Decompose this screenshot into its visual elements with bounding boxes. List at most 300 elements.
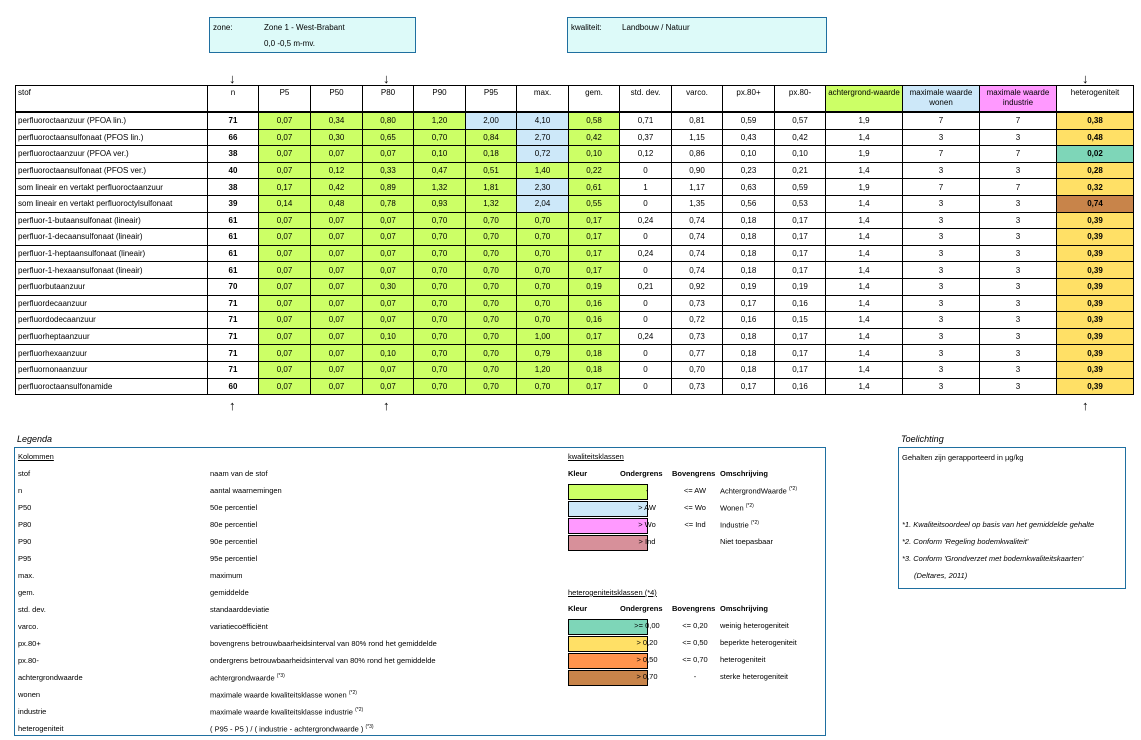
cell-p95: 0,70 [466, 328, 517, 345]
cell-p5: 0,07 [259, 162, 311, 179]
table-header-row [16, 86, 1134, 113]
cell-gem: 0,17 [569, 245, 620, 262]
legend-desc [210, 520, 257, 529]
cell-gem: 0,18 [569, 345, 620, 362]
cell-p50: 0,07 [311, 278, 363, 295]
cell-px80p: 0,18 [723, 229, 775, 246]
cell-aw: 1,4 [826, 229, 903, 246]
footnote-marker: (*3) [365, 724, 374, 730]
cell-n: 70 [208, 278, 259, 295]
table-row [16, 195, 1134, 212]
cell-p95: 0,84 [466, 129, 517, 146]
cell-stof: som lineair en vertakt perfluoroctaanzuur [16, 179, 208, 196]
cell-p95: 0,70 [466, 245, 517, 262]
cell-wonen: 7 [903, 112, 980, 129]
cell-stof: perfluor-1-butaansulfonaat (lineair) [16, 212, 208, 229]
cell-px80p: 0,18 [723, 361, 775, 378]
cell-aw: 1,4 [826, 162, 903, 179]
cell-industrie: 3 [980, 295, 1057, 312]
cell-px80m: 0,53 [775, 195, 826, 212]
cell-p5: 0,07 [259, 295, 311, 312]
cell-px80m: 0,17 [775, 361, 826, 378]
cell-p90: 0,70 [414, 312, 466, 329]
table-row [16, 345, 1134, 362]
cell-p50: 0,12 [311, 162, 363, 179]
cell-wonen: 3 [903, 312, 980, 329]
legend-desc [210, 690, 357, 700]
legend-key: P90 [18, 537, 32, 546]
class-onder: >= 0,00 [634, 621, 660, 630]
cell-p95: 0,70 [466, 378, 517, 395]
cell-industrie: 3 [980, 345, 1057, 362]
cell-std: 1 [620, 179, 672, 196]
cell-het: 0,39 [1057, 278, 1134, 295]
cell-px80m: 0,19 [775, 278, 826, 295]
cell-p80: 0,10 [363, 328, 414, 345]
cell-aw: 1,9 [826, 179, 903, 196]
cell-p5: 0,07 [259, 262, 311, 279]
cell-px80m: 0,17 [775, 229, 826, 246]
cell-het: 0,39 [1057, 345, 1134, 362]
cell-p5: 0,07 [259, 146, 311, 163]
cell-p90: 0,70 [414, 229, 466, 246]
legend-desc-text: ondergrens betrouwbaarheidsinterval van 80% rond het gemiddelde [210, 656, 436, 665]
cell-stof: perfluor-1-hexaansulfonaat (lineair) [16, 262, 208, 279]
cell-varco: 0,74 [672, 212, 723, 229]
legend-key: gem. [18, 588, 35, 597]
cell-p95: 1,81 [466, 179, 517, 196]
cell-wonen: 3 [903, 129, 980, 146]
footnote-marker: (*2) [788, 486, 797, 492]
legend-desc-text: 95e percentiel [210, 554, 258, 563]
cell-std: 0,37 [620, 129, 672, 146]
cell-p5: 0,07 [259, 212, 311, 229]
cell-stof: perfluoroctaanzuur (PFOA ver.) [16, 146, 208, 163]
cell-varco: 0,74 [672, 229, 723, 246]
cell-px80p: 0,19 [723, 278, 775, 295]
cell-p90: 0,70 [414, 245, 466, 262]
cell-p95: 0,70 [466, 361, 517, 378]
cell-wonen: 3 [903, 278, 980, 295]
cell-p90: 1,32 [414, 179, 466, 196]
cell-aw: 1,9 [826, 112, 903, 129]
cell-n: 40 [208, 162, 259, 179]
quality-label: kwaliteit: [571, 23, 602, 32]
legend-key: varco. [18, 622, 39, 631]
cell-industrie: 7 [980, 112, 1057, 129]
cell-px80m: 0,16 [775, 378, 826, 395]
cell-p5: 0,14 [259, 195, 311, 212]
class-boven: <= Ind [684, 520, 706, 529]
cell-varco: 0,74 [672, 245, 723, 262]
legend-desc [210, 554, 257, 563]
cell-aw: 1,4 [826, 195, 903, 212]
cell-n: 61 [208, 212, 259, 229]
cell-px80p: 0,56 [723, 195, 775, 212]
cell-max: 0,70 [517, 229, 569, 246]
cell-px80p: 0,16 [723, 312, 775, 329]
cell-stof: perfluornonaanzuur [16, 361, 208, 378]
cell-industrie: 3 [980, 129, 1057, 146]
cell-het: 0,39 [1057, 212, 1134, 229]
table-row [16, 162, 1134, 179]
cell-varco: 1,15 [672, 129, 723, 146]
cell-gem: 0,61 [569, 179, 620, 196]
class-omschrijving [720, 486, 797, 496]
cell-px80m: 0,17 [775, 262, 826, 279]
legend-desc [210, 622, 268, 631]
cell-n: 71 [208, 112, 259, 129]
cell-industrie: 7 [980, 146, 1057, 163]
cell-gem: 0,17 [569, 328, 620, 345]
cell-max: 0,70 [517, 378, 569, 395]
cell-wonen: 3 [903, 328, 980, 345]
header-p90: P90 [414, 86, 466, 113]
cell-wonen: 3 [903, 295, 980, 312]
cell-p80: 0,07 [363, 146, 414, 163]
class-omschrijving-text: Niet toepasbaar [720, 537, 773, 546]
cell-p90: 0,70 [414, 262, 466, 279]
cell-aw: 1,4 [826, 262, 903, 279]
cell-n: 71 [208, 345, 259, 362]
up-arrow-icon: ↑ [229, 398, 236, 413]
cell-industrie: 3 [980, 195, 1057, 212]
cell-px80p: 0,17 [723, 378, 775, 395]
hk-header-omschrijving: Omschrijving [720, 604, 768, 613]
statistics-table [15, 85, 1134, 395]
cell-p80: 0,07 [363, 378, 414, 395]
cell-wonen: 7 [903, 179, 980, 196]
cell-p90: 0,47 [414, 162, 466, 179]
class-omschrijving [720, 520, 759, 530]
cell-p95: 0,70 [466, 295, 517, 312]
legend-desc [210, 503, 257, 512]
cell-varco: 0,81 [672, 112, 723, 129]
cell-wonen: 3 [903, 361, 980, 378]
legend-desc-text: standaarddeviatie [210, 605, 270, 614]
cell-p5: 0,07 [259, 112, 311, 129]
cell-p50: 0,07 [311, 312, 363, 329]
kk-header-bovengrens: Bovengrens [672, 469, 716, 478]
cell-max: 0,70 [517, 312, 569, 329]
table-row [16, 328, 1134, 345]
cell-varco: 0,92 [672, 278, 723, 295]
table-row [16, 112, 1134, 129]
cell-industrie: 3 [980, 361, 1057, 378]
hk-header-bovengrens: Bovengrens [672, 604, 716, 613]
cell-n: 66 [208, 129, 259, 146]
cell-p80: 0,33 [363, 162, 414, 179]
table-row [16, 312, 1134, 329]
legend-title: Legenda [17, 434, 53, 444]
hk-header-kleur: Kleur [568, 604, 588, 613]
cell-p50: 0,07 [311, 229, 363, 246]
cell-n: 61 [208, 245, 259, 262]
cell-p90: 0,70 [414, 345, 466, 362]
cell-stof: perfluorbutaanzuur [16, 278, 208, 295]
cell-px80m: 0,17 [775, 345, 826, 362]
cell-p80: 0,07 [363, 245, 414, 262]
cell-het: 0,02 [1057, 146, 1134, 163]
cell-px80m: 0,57 [775, 112, 826, 129]
class-boven: - [693, 672, 697, 681]
cell-px80p: 0,18 [723, 345, 775, 362]
cell-p80: 0,07 [363, 361, 414, 378]
table-row [16, 245, 1134, 262]
cell-n: 61 [208, 262, 259, 279]
legend-key: px.80+ [18, 639, 41, 648]
legend-desc-text: bovengrens betrouwbaarheidsinterval van 80% rond het gemiddelde [210, 639, 437, 648]
header-px80min: px.80- [775, 86, 826, 113]
table-row [16, 229, 1134, 246]
cell-std: 0 [620, 361, 672, 378]
cell-std: 0 [620, 345, 672, 362]
cell-aw: 1,4 [826, 295, 903, 312]
cell-aw: 1,4 [826, 328, 903, 345]
cell-stof: perfluorhexaanzuur [16, 345, 208, 362]
cell-p90: 0,70 [414, 212, 466, 229]
cell-het: 0,39 [1057, 262, 1134, 279]
cell-px80m: 0,17 [775, 245, 826, 262]
legend-desc [210, 605, 269, 614]
cell-wonen: 3 [903, 245, 980, 262]
cell-gem: 0,18 [569, 361, 620, 378]
hk-header-ondergrens: Ondergrens [620, 604, 663, 613]
toelichting-note-3b: (Deltares, 2011) [914, 571, 968, 580]
cell-max: 0,79 [517, 345, 569, 362]
cell-std: 0 [620, 162, 672, 179]
heterogeniteitsklassen-title: heterogeniteitsklassen (*4) [568, 588, 657, 597]
cell-p50: 0,07 [311, 328, 363, 345]
legend-desc-text: ( P95 - P5 ) / ( industrie - achtergrondwaarde ) [210, 724, 364, 734]
cell-stof: som lineair en vertakt perfluoroctylsulfonaat [16, 195, 208, 212]
header-wonen: maximale waarde wonen [903, 86, 980, 113]
toelichting-box [898, 447, 1126, 589]
legend-key: industrie [18, 707, 47, 716]
class-omschrijving [720, 503, 754, 513]
cell-std: 0,71 [620, 112, 672, 129]
cell-gem: 0,17 [569, 378, 620, 395]
legend-key: stof [18, 469, 31, 478]
cell-max: 2,70 [517, 129, 569, 146]
down-arrow-icon: ↓ [383, 71, 390, 86]
cell-n: 60 [208, 378, 259, 395]
cell-stof: perfluoroctaansulfonaat (PFOS lin.) [16, 129, 208, 146]
cell-gem: 0,10 [569, 146, 620, 163]
cell-industrie: 3 [980, 312, 1057, 329]
cell-stof: perfluoroctaansulfonaat (PFOS ver.) [16, 162, 208, 179]
legend-key: std. dev. [18, 605, 46, 614]
legend-desc [210, 486, 282, 495]
cell-p5: 0,07 [259, 378, 311, 395]
cell-p50: 0,07 [311, 295, 363, 312]
table-row [16, 361, 1134, 378]
cell-p50: 0,07 [311, 262, 363, 279]
cell-n: 61 [208, 229, 259, 246]
legend-desc-text: gemiddelde [210, 588, 249, 597]
cell-p80: 0,89 [363, 179, 414, 196]
cell-n: 38 [208, 179, 259, 196]
cell-px80p: 0,23 [723, 162, 775, 179]
cell-p90: 0,70 [414, 328, 466, 345]
zone-label: zone: [213, 23, 233, 32]
cell-p50: 0,07 [311, 146, 363, 163]
cell-p95: 0,70 [466, 229, 517, 246]
cell-px80m: 0,10 [775, 146, 826, 163]
cell-gem: 0,16 [569, 295, 620, 312]
legend-desc-text: aantal waarnemingen [210, 486, 282, 495]
cell-wonen: 3 [903, 229, 980, 246]
header-heterogeniteit: heterogeniteit [1057, 86, 1134, 113]
table-body [16, 112, 1134, 395]
cell-gem: 0,19 [569, 278, 620, 295]
cell-wonen: 3 [903, 345, 980, 362]
cell-gem: 0,42 [569, 129, 620, 146]
header-gem: gem. [569, 86, 620, 113]
cell-aw: 1,4 [826, 245, 903, 262]
cell-p95: 0,70 [466, 345, 517, 362]
cell-p50: 0,07 [311, 378, 363, 395]
cell-het: 0,32 [1057, 179, 1134, 196]
class-omschrijving [720, 537, 773, 546]
cell-n: 71 [208, 312, 259, 329]
cell-het: 0,39 [1057, 312, 1134, 329]
cell-stof: perfluor-1-heptaansulfonaat (lineair) [16, 245, 208, 262]
cell-max: 0,72 [517, 146, 569, 163]
legend-desc [210, 673, 285, 683]
cell-std: 0,12 [620, 146, 672, 163]
cell-std: 0 [620, 312, 672, 329]
cell-p5: 0,07 [259, 229, 311, 246]
header-p5: P5 [259, 86, 311, 113]
footnote-marker: (*2) [355, 707, 364, 713]
cell-industrie: 3 [980, 229, 1057, 246]
cell-max: 1,00 [517, 328, 569, 345]
cell-px80p: 0,18 [723, 245, 775, 262]
cell-p5: 0,07 [259, 245, 311, 262]
legend-desc [210, 656, 436, 665]
legend-desc-text: variatiecoëfficiënt [210, 622, 268, 631]
cell-stof: perfluor-1-decaansulfonaat (lineair) [16, 229, 208, 246]
table-row [16, 262, 1134, 279]
toelichting-note-3: *3. Conform 'Grondverzet met bodemkwaliteitskaarten' [902, 554, 1084, 563]
header-max: max. [517, 86, 569, 113]
cell-het: 0,48 [1057, 129, 1134, 146]
cell-industrie: 3 [980, 212, 1057, 229]
cell-std: 0 [620, 378, 672, 395]
legend-desc-text: maximum [210, 571, 243, 580]
cell-max: 4,10 [517, 112, 569, 129]
class-omschrijving-text: heterogeniteit [720, 655, 766, 664]
cell-aw: 1,4 [826, 378, 903, 395]
cell-std: 0,24 [620, 245, 672, 262]
footnote-marker: (*3) [276, 673, 285, 679]
cell-p5: 0,07 [259, 278, 311, 295]
legend-desc-text: maximale waarde kwaliteitsklasse wonen [210, 690, 347, 700]
cell-wonen: 3 [903, 262, 980, 279]
cell-varco: 0,77 [672, 345, 723, 362]
class-omschrijving-text: Industrie [720, 520, 749, 530]
cell-wonen: 7 [903, 146, 980, 163]
kwaliteitsklassen-title: kwaliteitsklassen [568, 452, 624, 461]
cell-het: 0,39 [1057, 361, 1134, 378]
cell-px80p: 0,18 [723, 212, 775, 229]
cell-industrie: 3 [980, 245, 1057, 262]
cell-industrie: 3 [980, 162, 1057, 179]
cell-std: 0 [620, 229, 672, 246]
cell-gem: 0,22 [569, 162, 620, 179]
cell-p50: 0,34 [311, 112, 363, 129]
cell-gem: 0,17 [569, 229, 620, 246]
class-boven: <= AW [683, 486, 707, 495]
cell-px80m: 0,17 [775, 212, 826, 229]
header-p50: P50 [311, 86, 363, 113]
legend-desc [210, 469, 268, 478]
cell-stof: perfluorheptaanzuur [16, 328, 208, 345]
cell-px80p: 0,10 [723, 146, 775, 163]
table-row [16, 179, 1134, 196]
cell-p95: 1,32 [466, 195, 517, 212]
cell-varco: 1,35 [672, 195, 723, 212]
class-onder: - [645, 486, 649, 495]
class-onder: > Wo [638, 520, 656, 529]
cell-n: 38 [208, 146, 259, 163]
legend-desc-text: naam van de stof [210, 469, 268, 478]
toelichting-units: Gehalten zijn gerapporteerd in µg/kg [902, 453, 1024, 462]
cell-het: 0,38 [1057, 112, 1134, 129]
cell-std: 0 [620, 262, 672, 279]
legend-desc [210, 724, 374, 734]
cell-industrie: 3 [980, 262, 1057, 279]
cell-varco: 0,73 [672, 328, 723, 345]
cell-varco: 0,72 [672, 312, 723, 329]
cell-p50: 0,48 [311, 195, 363, 212]
legend-key: P50 [18, 503, 32, 512]
cell-gem: 0,55 [569, 195, 620, 212]
header-std: std. dev. [620, 86, 672, 113]
cell-n: 39 [208, 195, 259, 212]
cell-max: 2,04 [517, 195, 569, 212]
cell-industrie: 3 [980, 378, 1057, 395]
cell-p95: 0,70 [466, 262, 517, 279]
cell-max: 1,40 [517, 162, 569, 179]
cell-px80m: 0,15 [775, 312, 826, 329]
cell-n: 71 [208, 361, 259, 378]
header-p80: P80 [363, 86, 414, 113]
cell-p50: 0,07 [311, 245, 363, 262]
cell-px80p: 0,43 [723, 129, 775, 146]
class-omschrijving-text: weinig heterogeniteit [720, 621, 789, 630]
class-onder: > AW [638, 503, 656, 512]
cell-max: 2,30 [517, 179, 569, 196]
cell-px80p: 0,63 [723, 179, 775, 196]
legend-key: px.80- [18, 656, 39, 665]
cell-gem: 0,17 [569, 212, 620, 229]
cell-p5: 0,17 [259, 179, 311, 196]
kolommen-title: Kolommen [18, 452, 54, 461]
cell-p95: 0,70 [466, 212, 517, 229]
cell-het: 0,28 [1057, 162, 1134, 179]
cell-px80m: 0,17 [775, 328, 826, 345]
cell-n: 71 [208, 295, 259, 312]
cell-px80m: 0,59 [775, 179, 826, 196]
cell-px80m: 0,21 [775, 162, 826, 179]
cell-stof: perfluoroctaansulfonamide [16, 378, 208, 395]
class-omschrijving [720, 672, 788, 681]
cell-p50: 0,30 [311, 129, 363, 146]
depth-value: 0,0 -0,5 m-mv. [264, 39, 315, 48]
legend-key: P95 [18, 554, 32, 563]
